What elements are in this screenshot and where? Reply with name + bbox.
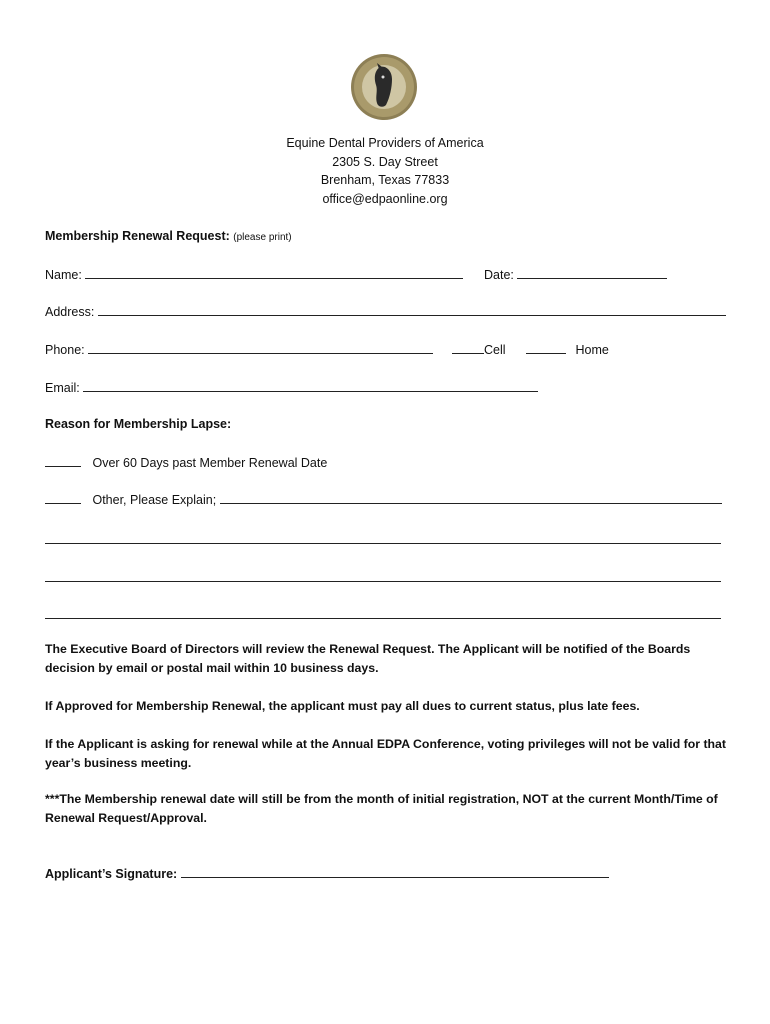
- phone-row: [45, 342, 433, 357]
- reason-1-checkbox[interactable]: [45, 455, 81, 467]
- note-conference: If the Applicant is asking for renewal while at the Annual EDPA Conference, voting privileges will not be valid for that year’s business meeting.: [45, 737, 726, 770]
- signature-row: [45, 866, 609, 881]
- phone-field[interactable]: [88, 342, 433, 354]
- reason-heading: Reason for Membership Lapse:: [45, 417, 232, 431]
- org-email: office@edpaonline.org: [322, 192, 448, 207]
- edpa-logo-seal: [350, 53, 418, 121]
- email-field[interactable]: [83, 380, 538, 392]
- org-street: 2305 S. Day Street: [332, 154, 438, 169]
- org-city: Brenham, Texas 77833: [320, 173, 450, 188]
- reason-2-checkbox[interactable]: [45, 492, 81, 504]
- form-title: [45, 229, 292, 243]
- note-review: The Executive Board of Directors will review the Renewal Request. The Applicant will be notified of the Boards decision by email or postal mail within 10 business days.: [45, 642, 691, 675]
- home-label: Home: [575, 343, 609, 357]
- name-field[interactable]: [85, 267, 463, 279]
- reason-option-2: [45, 492, 722, 507]
- address-field[interactable]: [98, 304, 726, 316]
- organization-header: [0, 134, 770, 209]
- note-dues: If Approved for Membership Renewal, the applicant must pay all dues to current status, plus late fees.: [45, 699, 640, 713]
- date-label: Date:: [484, 268, 514, 282]
- note-renewal-date: ***The Membership renewal date will still be from the month of initial registration, NOT at the current Month/Time of Renewal Request/Approval.: [45, 792, 718, 825]
- reason-explain-field[interactable]: [220, 492, 722, 504]
- cell-label: Cell: [484, 343, 506, 357]
- home-option: [526, 342, 609, 357]
- form-title-note: (please print): [233, 232, 292, 243]
- reason-1-label: Over 60 Days past Member Renewal Date: [92, 456, 328, 470]
- name-row: [45, 267, 463, 282]
- address-label: Address:: [45, 305, 95, 319]
- signature-label: Applicant’s Signature:: [45, 867, 178, 881]
- cell-option: [452, 342, 506, 357]
- email-row: [45, 380, 538, 395]
- reason-2-label: Other, Please Explain;: [92, 493, 217, 507]
- date-field[interactable]: [517, 267, 667, 279]
- org-name: Equine Dental Providers of America: [286, 136, 484, 150]
- email-label: Email:: [45, 381, 80, 395]
- reason-option-1: [45, 455, 327, 470]
- explanation-line-1[interactable]: [45, 543, 721, 544]
- address-row: [45, 304, 726, 319]
- name-label: Name:: [45, 268, 82, 282]
- home-checkbox[interactable]: [526, 342, 566, 354]
- signature-field[interactable]: [181, 866, 609, 878]
- explanation-line-3[interactable]: [45, 618, 721, 619]
- phone-label: Phone:: [45, 343, 85, 357]
- date-row: [484, 267, 667, 282]
- form-title-text: Membership Renewal Request:: [45, 229, 230, 243]
- explanation-line-2[interactable]: [45, 581, 721, 582]
- cell-checkbox[interactable]: [452, 342, 484, 354]
